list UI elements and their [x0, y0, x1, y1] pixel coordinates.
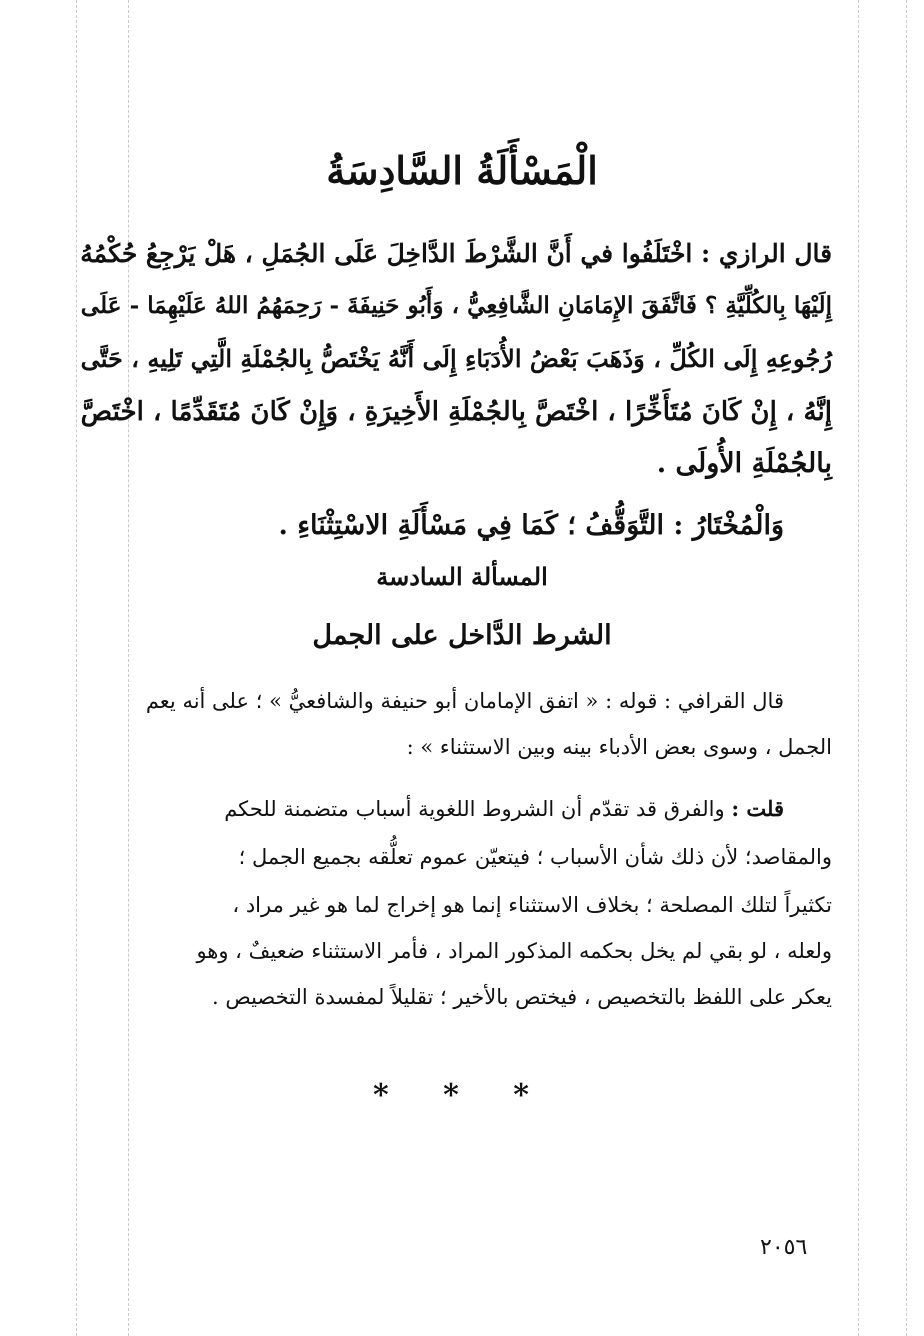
razi-line: إِلَيْهَا بِالكُلِّيَّةِ ؟ فَاتَّفَقَ الإِمَامَانِ الشَّافِعِيُّ ، وَأَبُو حَنِيفَةَ - رَحِمَهُمُ اللهُ عَلَيْهِمَا - عَلَى	[80, 292, 832, 319]
comment-label: قلت :	[731, 796, 784, 821]
scan-margin-line	[128, 0, 129, 1336]
comment-first-line	[224, 784, 784, 834]
scan-margin-line	[858, 0, 859, 1336]
qarafi-line: الجمل ، وسوى بعض الأدباء بينه وبين الاستثناء » :	[406, 735, 832, 759]
razi-line: رُجُوعِهِ إِلَى الكُلِّ ، وَذَهَبَ بَعْضُ الأُدَبَاءِ إِلَى أَنَّهُ يَخْتَصُّ بِالجُمْلَةِ الَّتِي تَلِيهِ ، حَتَّى	[80, 344, 832, 373]
page-title: الْمَسْأَلَةُ السَّادِسَةُ	[326, 148, 598, 193]
page-number: ٢٠٥٦	[760, 1235, 808, 1260]
razi-line: إِنَّهُ ، إِنْ كَانَ مُتَأَخِّرًا ، اخْتَصَّ بِالجُمْلَةِ الأَخِيرَةِ ، وَإِنْ كَانَ مُتَقَدِّمًا ، اخْتَصَّ	[80, 396, 832, 427]
comment-text: والفرق قد تقدّم أن الشروط اللغوية أسباب متضمنة للحكم	[224, 797, 732, 821]
comment-line: يعكر على اللفظ بالتخصيص ، فيختص بالأخير ؛ تقليلاً لمفسدة التخصيص .	[212, 985, 832, 1009]
qarafi-line: قال القرافي : قوله : « اتفق الإمامان أبو حنيفة والشافعيُّ » ؛ على أنه يعم	[145, 689, 784, 713]
comment-line: ولعله ، لو بقي لم يخل بحكمه المذكور المراد ، فأمر الاستثناء ضعيفٌ ، وهو	[196, 939, 832, 963]
comment-line: تكثيراً لتلك المصلحة ؛ بخلاف الاستثناء إنما هو إخراج لما هو غير مراد ،	[232, 893, 832, 917]
comment-line: والمقاصد؛ لأن ذلك شأن الأسباب ؛ فيتعيّن عموم تعلُّقه بجميع الجمل ؛	[238, 845, 832, 869]
scan-margin-line	[906, 0, 907, 1336]
razi-line: بِالجُمْلَةِ الأُولَى .	[656, 448, 832, 479]
section-subheading: الشرط الدَّاخل على الجمل	[312, 620, 612, 651]
razi-line: قال الرازي : اخْتَلَفُوا في أَنَّ الشَّرْطَ الدَّاخِلَ عَلَى الجُمَلِ ، هَلْ يَرْجِعُ حُكْمُهُ	[80, 239, 832, 268]
scan-margin-line	[76, 0, 77, 1336]
razi-conclusion: وَالْمُخْتَارُ : التَّوَقُّفُ ؛ كَمَا فِي مَسْأَلَةِ الاسْتِثْنَاءِ .	[278, 510, 784, 541]
section-ornament: * * *	[373, 1078, 551, 1113]
section-heading: المسألة السادسة	[376, 562, 548, 591]
